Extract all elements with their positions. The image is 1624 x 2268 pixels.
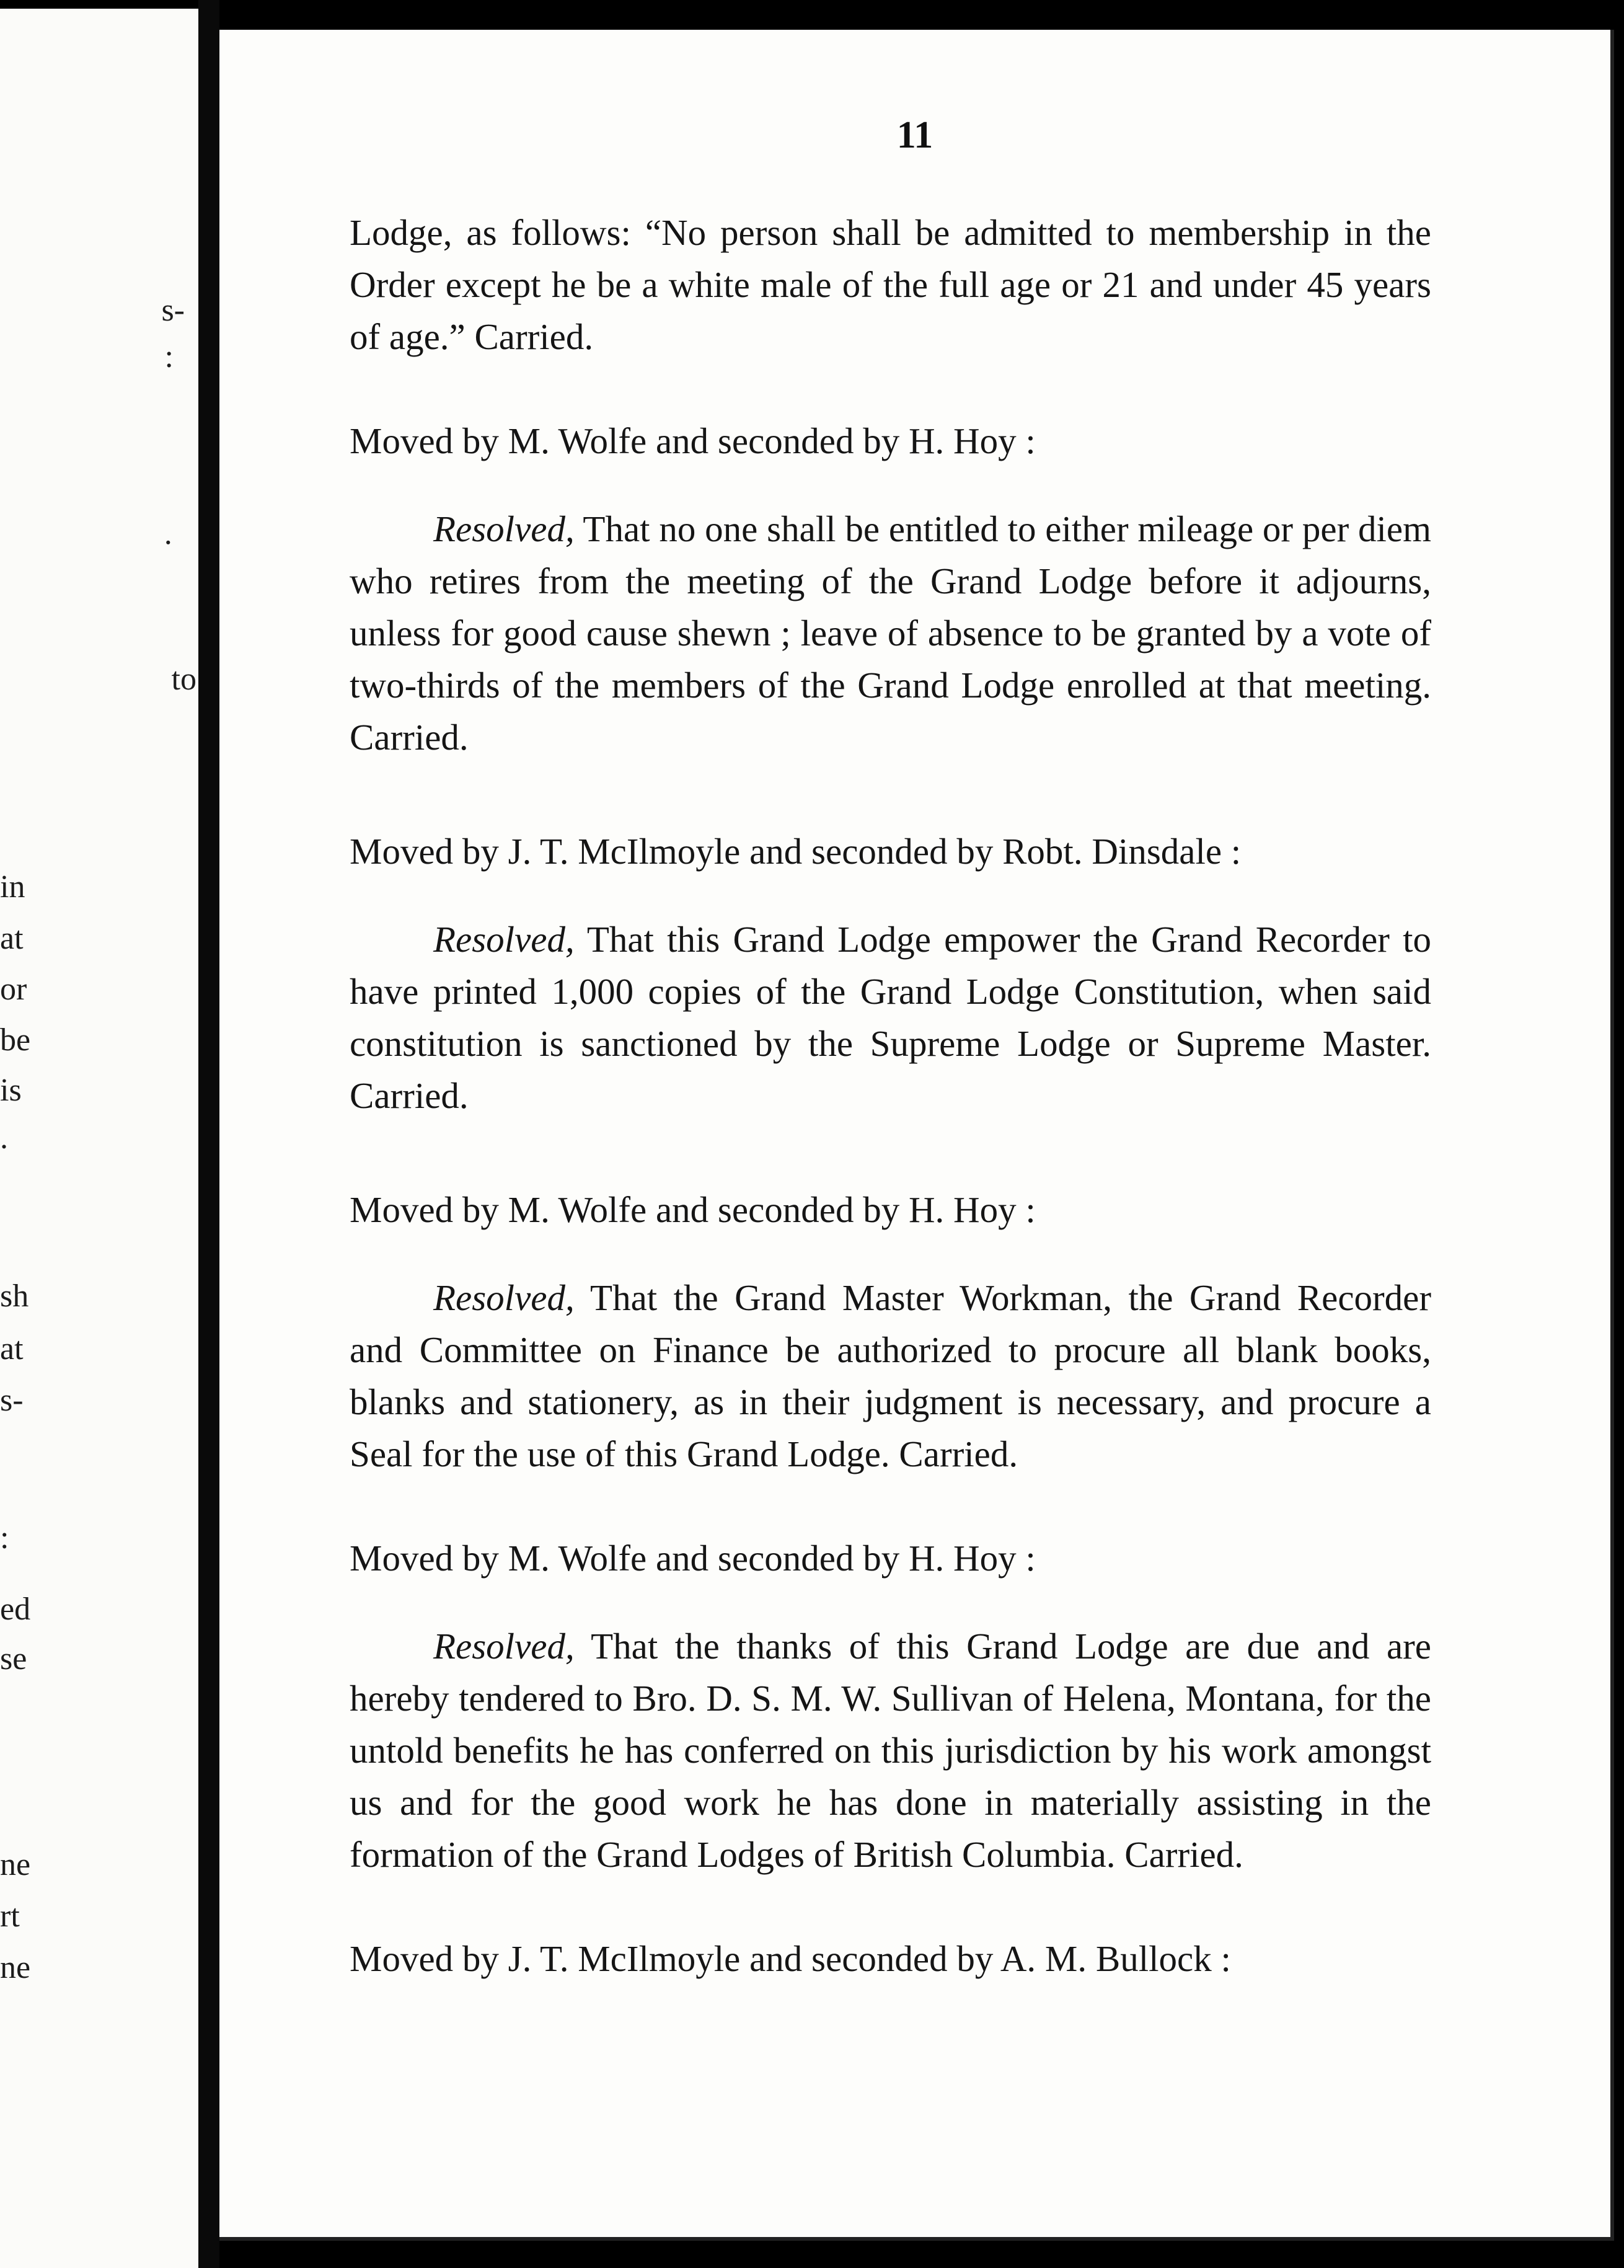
prev-fragment: rt xyxy=(0,1898,20,1934)
motion-line: Moved by J. T. McIlmoyle and seconded by Robt. Dinsdale : xyxy=(350,831,1242,872)
prev-fragment: s- xyxy=(161,293,185,328)
prev-fragment: : xyxy=(164,339,174,374)
opening-paragraph: Lodge, as follows: “No person shall be admitted to membership in the Order except he be a white male of the full age or 21 and under 45 years of age.” Carried. xyxy=(350,212,1431,357)
previous-page-strip xyxy=(0,9,198,2268)
prev-fragment: · xyxy=(162,525,174,560)
closing-motion-line: Moved by J. T. McIlmoyle and seconded by A. M. Bullock : xyxy=(350,1938,1231,1979)
resolved-word: Resolved, xyxy=(433,919,575,960)
resolved-word: Resolved, xyxy=(433,1626,575,1667)
resolution-text: That the Grand Master Workman, the Grand Recorder and Committee on Finance be authorized to procure all blank books, blanks and stationery, as in their judgment is necessary, and procure a Seal for the use of this Grand Lodge. Carried. xyxy=(350,1277,1431,1474)
prev-fragment: se xyxy=(0,1641,27,1677)
prev-fragment: . xyxy=(0,1120,8,1156)
prev-fragment: : xyxy=(0,1520,9,1556)
motion-line: Moved by M. Wolfe and seconded by H. Hoy : xyxy=(350,1538,1036,1579)
prev-fragment: ed xyxy=(0,1592,31,1627)
prev-fragment: to xyxy=(171,662,196,697)
prev-fragment: sh xyxy=(0,1278,29,1314)
resolved-word: Resolved, xyxy=(433,1277,575,1318)
resolution-text: That the thanks of this Grand Lodge are due and are hereby tendered to Bro. D. S. M. W. Sullivan of Helena, Montana, for the untold benefits he has conferred on this jurisdiction by his work amongst us and for the good work he has done in materially assisting in the formation of the Grand Lodges of British Columbia. Carried. xyxy=(350,1626,1431,1875)
resolution-paragraph xyxy=(350,1272,1431,1480)
binding-gutter xyxy=(198,0,219,2268)
resolution-paragraph xyxy=(350,913,1431,1122)
motion-line: Moved by M. Wolfe and seconded by H. Hoy : xyxy=(350,1189,1036,1230)
resolution-paragraph xyxy=(350,1620,1431,1880)
page-number: 11 xyxy=(896,114,933,156)
motion-line: Moved by M. Wolfe and seconded by H. Hoy : xyxy=(350,420,1036,461)
page-body xyxy=(350,206,1431,1985)
prev-fragment: in xyxy=(0,869,25,905)
prev-fragment: s- xyxy=(0,1383,24,1418)
prev-fragment: ne xyxy=(0,1847,31,1882)
prev-fragment: or xyxy=(0,972,27,1007)
prev-fragment: be xyxy=(0,1022,31,1058)
prev-fragment: at xyxy=(0,921,24,956)
document-page xyxy=(219,30,1614,2241)
resolution-text: That this Grand Lodge empower the Grand Recorder to have printed 1,000 copies of the Grand Lodge Constitution, when said constitution is sanctioned by the Supreme Lodge or Supreme Master. Carried. xyxy=(350,919,1431,1116)
resolved-word: Resolved, xyxy=(433,508,575,549)
prev-fragment: at xyxy=(0,1331,24,1367)
resolution-paragraph xyxy=(350,503,1431,763)
resolution-text: That no one shall be entitled to either mileage or per diem who retires from the meeting of the Grand Lodge before it adjourns, unless for good cause shewn ; leave of absence to be granted by a vote of two-thirds of the members of the Grand Lodge enrolled at that meeting. Carried. xyxy=(350,508,1431,758)
prev-fragment: is xyxy=(0,1073,22,1108)
prev-fragment: ne xyxy=(0,1950,31,1985)
